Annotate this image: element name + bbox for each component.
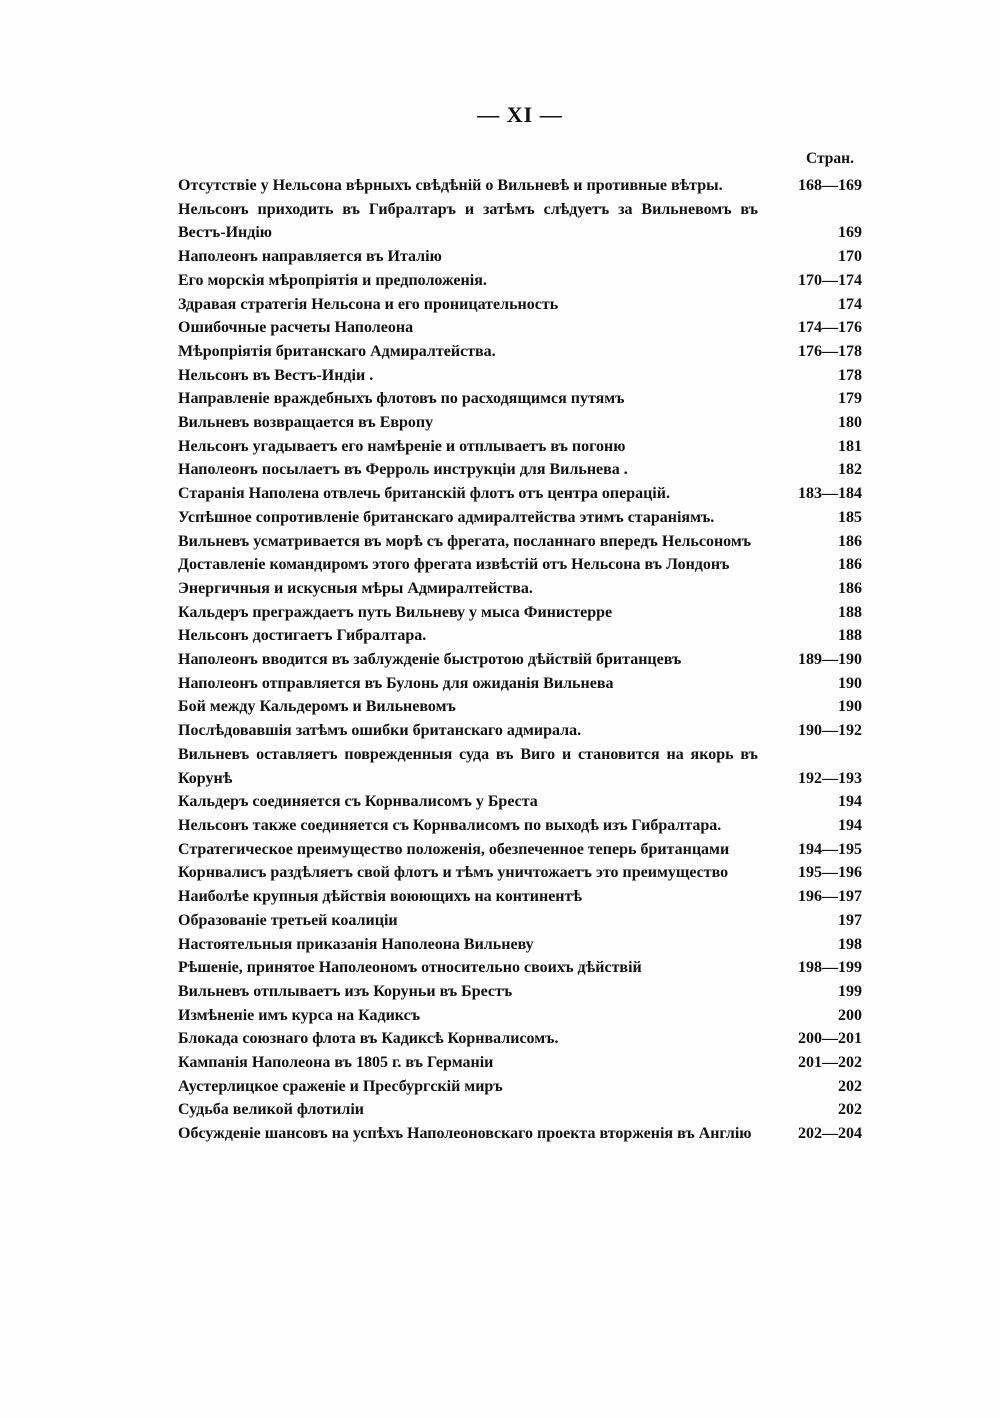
toc-entry [178, 838, 866, 862]
toc-entry-text: Вильневъ отплываетъ изъ Коруньи въ Брестъ [178, 982, 513, 1000]
toc-entry [178, 482, 866, 506]
toc-entry-pages: 174—176 [798, 319, 862, 337]
toc-entry-text: Здравая стратегія Нельсона и его проницательность [178, 295, 559, 313]
toc-entry [178, 672, 866, 696]
toc-entry [178, 933, 866, 957]
toc-entry [178, 601, 866, 625]
toc-entry [178, 1004, 866, 1028]
toc-entry [178, 387, 866, 411]
toc-entry-text: Кальдеръ соединяется съ Корнвалисомъ у Бреста [178, 793, 538, 811]
toc-entry-pages: 190 [838, 698, 862, 716]
toc-entry-pages: 179 [838, 390, 862, 408]
toc-entry [178, 980, 866, 1004]
toc-entry [178, 743, 866, 790]
toc-entry-text: Нельсонъ въ Вестъ-Индіи . [178, 366, 374, 384]
toc-entry [178, 458, 866, 482]
toc-entry [178, 198, 866, 245]
toc-entry [178, 814, 866, 838]
toc-entry-pages: 181 [838, 437, 862, 455]
toc-entry-pages: 200—201 [798, 1030, 862, 1048]
toc-entry-text: Стратегическое преимущество положенія, обезпеченное теперь британцами [178, 840, 730, 858]
toc-entry [178, 174, 866, 198]
toc-entry [178, 1122, 866, 1146]
page-column-header: Стран. [806, 150, 854, 167]
toc-entry-text: Послѣдовавшія затѣмъ ошибки британскаго адмирала. [178, 722, 582, 740]
toc-entry-text: Блокада союзнаго флота въ Кадиксѣ Корнвалисомъ. [178, 1030, 559, 1048]
toc-entry-text: Мѣропріятія британскаго Адмиралтейства. [178, 342, 496, 360]
toc-entry-text: Энергичныя и искусныя мѣры Адмиралтейства. [178, 579, 533, 597]
toc-entry [178, 956, 866, 980]
toc-entry-text: Старанія Наполена отвлечь британскій флотъ отъ центра операцій. [178, 485, 670, 503]
toc-entry-pages: 183—184 [798, 485, 862, 503]
toc-entry-text: Судьба великой флотиліи [178, 1101, 365, 1119]
toc-entry-pages: 190—192 [798, 722, 862, 740]
toc-entry-text: Ошибочные расчеты Наполеона [178, 319, 414, 337]
toc-entry-text: Наполеонъ вводится въ заблужденіе быстротою дѣйствій британцевъ [178, 651, 682, 669]
toc-entry [178, 1075, 866, 1099]
toc-entry-pages: 201—202 [798, 1054, 862, 1072]
toc-entry [178, 316, 866, 340]
toc-entry-text: Аустерлицкое сраженіе и Пресбургскій миръ [178, 1077, 503, 1095]
toc-entry-text: Образованіе третьей коалиціи [178, 911, 398, 929]
toc-entry [178, 553, 866, 577]
toc-entry-pages: 200 [838, 1006, 862, 1024]
toc-entry-text: Корнвалисъ раздѣляетъ свой флотъ и тѣмъ уничтожаетъ это преимущество [178, 864, 729, 882]
toc-entry-pages: 197 [838, 911, 862, 929]
toc-entry-text: Нельсонъ угадываетъ его намѣреніе и отплываетъ въ погоню [178, 437, 626, 455]
toc-entry [178, 790, 866, 814]
toc-entry-pages: 178 [838, 366, 862, 384]
toc-entry [178, 1098, 866, 1122]
toc-entry-pages: 202 [838, 1101, 862, 1119]
toc-entry [178, 411, 866, 435]
toc-entry-text: Наполеонъ направляется въ Италію [178, 248, 442, 266]
toc-entry-pages: 194 [838, 793, 862, 811]
toc-entry-text: Отсутствіе у Нельсона вѣрныхъ свѣдѣній о Вильневѣ и противные вѣтры. [178, 177, 723, 194]
toc-entry-text: Рѣшеніе, принятое Наполеономъ относительно своихъ дѣйствій [178, 959, 642, 977]
toc-entry-text: Нельсонъ также соединяется съ Корнвалисомъ по выходѣ изъ Гибралтара. [178, 816, 722, 834]
toc-entry-text: Обсужденіе шансовъ на успѣхъ Наполеоновскаго проекта вторженія въ Англію [178, 1125, 752, 1143]
toc-entry-text: Наиболѣе крупныя дѣйствія воюющихъ на континентѣ [178, 888, 582, 906]
toc-entry [178, 719, 866, 743]
toc-entry [178, 435, 866, 459]
toc-entry-pages: 194—195 [798, 840, 862, 858]
toc-entry-pages: 202—204 [798, 1125, 862, 1143]
toc-entry-pages: 194 [838, 816, 862, 834]
toc-entry [178, 624, 866, 648]
toc-entry [178, 245, 866, 269]
toc-entry [178, 909, 866, 933]
toc-entry-text: Его морскія мѣропріятія и предположенія. [178, 271, 487, 289]
page-folio: — XI — [477, 102, 563, 127]
toc-entry-pages: 190 [838, 674, 862, 692]
toc-entry [178, 1027, 866, 1051]
toc-entry [178, 1051, 866, 1075]
toc-entry [178, 885, 866, 909]
toc-entry-text: Измѣненіе имъ курса на Кадиксъ [178, 1006, 421, 1024]
toc-entry-text: Вильневъ возвращается въ Европу [178, 414, 434, 432]
toc-entry-text: Бой между Кальдеромъ и Вильневомъ [178, 698, 456, 716]
toc-entry [178, 530, 866, 554]
toc-entry-text: Наполеонъ посылаетъ въ Ферроль инструкціи для Вильнева . [178, 461, 628, 479]
toc-entry-text: Направленіе враждебныхъ флотовъ по расходящимся путямъ [178, 390, 625, 408]
toc-entry-text: Вильневъ усматривается въ морѣ съ фрегата, посланнаго впередъ Нельсономъ [178, 532, 752, 550]
toc-entry [178, 506, 866, 530]
toc-entry-pages: 195—196 [798, 864, 862, 882]
toc-entry-text: Доставленіе командиромъ этого фрегата извѣстій отъ Нельсона въ Лондонъ [178, 556, 730, 574]
toc-entry [178, 364, 866, 388]
toc-entry-pages: 182 [838, 461, 862, 479]
toc-entry-pages: 168—169 [798, 177, 862, 194]
toc-entry-text: Нельсонъ достигаетъ Гибралтара. [178, 627, 427, 645]
toc-entry-pages: 198—199 [798, 959, 862, 977]
toc-entry-text: Кампанія Наполеона въ 1805 г. въ Германіи [178, 1054, 494, 1072]
toc-entry-pages: 170 [838, 248, 862, 266]
toc-entry-text: Настоятельныя приказанія Наполеона Вильневу [178, 935, 534, 953]
toc-entry [178, 648, 866, 672]
toc-entry [178, 577, 866, 601]
toc-entry-text: Вильневъ оставляетъ поврежденныя суда въ Виго и становится на якорь въ Корунѣ [178, 745, 758, 787]
toc-entry-text: Успѣшное сопротивленіе британскаго адмиралтейства этимъ стараніямъ. [178, 508, 715, 526]
toc-entry [178, 340, 866, 364]
toc-entry-pages: 196—197 [798, 888, 862, 906]
toc-entry-text: Нельсонъ приходить въ Гибралтаръ и затѣмъ слѣдуетъ за Вильневомъ въ Вестъ-Индію [178, 200, 758, 242]
toc-entry-pages: 174 [838, 295, 862, 313]
toc-entry-pages: 188 [838, 603, 862, 621]
toc-entry-text: Кальдеръ преграждаетъ путь Вильневу у мыса Финистерре [178, 603, 613, 621]
toc-entry-pages: 180 [838, 414, 862, 432]
toc-entry-pages: 202 [838, 1077, 862, 1095]
toc-entry [178, 293, 866, 317]
toc-entry [178, 269, 866, 293]
table-of-contents [178, 174, 866, 1146]
toc-entry-pages: 199 [838, 982, 862, 1000]
toc-entry-pages: 186 [838, 556, 862, 574]
toc-entry-pages: 192—193 [798, 769, 862, 787]
toc-entry-pages: 169 [838, 224, 862, 242]
toc-entry-pages: 186 [838, 532, 862, 550]
toc-entry [178, 695, 866, 719]
toc-entry-pages: 186 [838, 579, 862, 597]
toc-entry-pages: 176—178 [798, 342, 862, 360]
toc-entry-pages: 185 [838, 508, 862, 526]
toc-entry [178, 861, 866, 885]
toc-entry-pages: 170—174 [798, 271, 862, 289]
toc-entry-pages: 188 [838, 627, 862, 645]
toc-entry-pages: 189—190 [798, 651, 862, 669]
toc-entry-pages: 198 [838, 935, 862, 953]
toc-entry-text: Наполеонъ отправляется въ Булонь для ожиданія Вильнева [178, 674, 614, 692]
